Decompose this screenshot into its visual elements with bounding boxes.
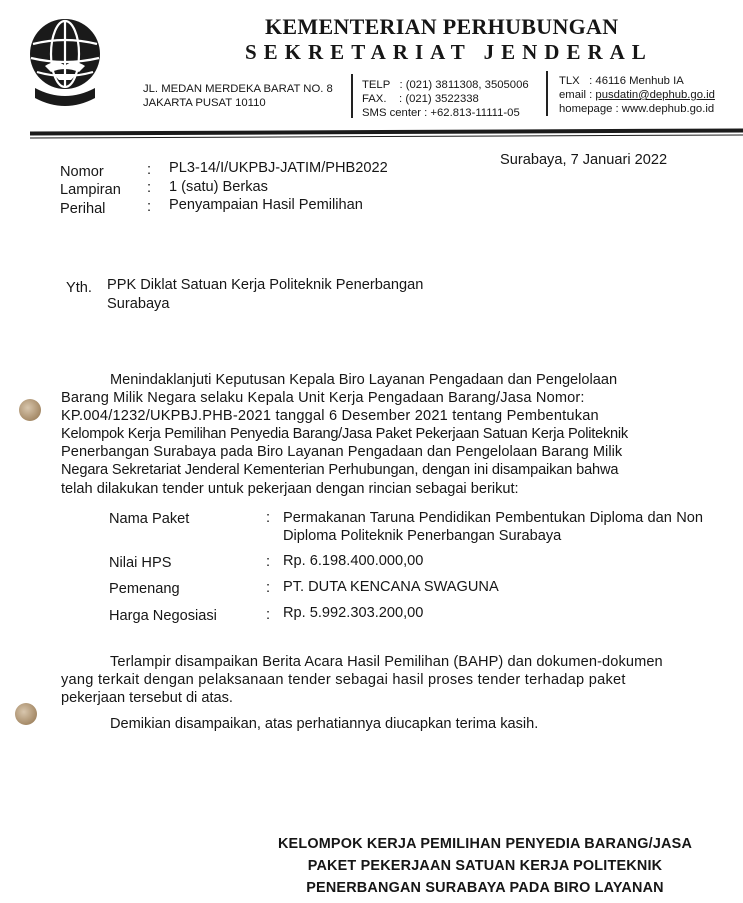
- detail-value-nama-paket: Permakanan Taruna Pendidikan Pembentukan Diploma dan Non Diploma Politeknik Penerbangan Surabaya: [283, 510, 703, 544]
- detail-value-harga-negosiasi: Rp. 5.992.303.200,00: [283, 605, 424, 621]
- sms-line: SMS center : +62.813-11111-05: [362, 107, 520, 119]
- paragraph-line: KP.004/1232/UKPBJ.PHB-2021 tanggal 6 Desember 2021 tentang Pembentukan: [61, 408, 599, 424]
- detail-label-nama-paket: Nama Paket: [109, 511, 190, 527]
- punch-hole: [19, 399, 41, 421]
- punch-hole: [15, 703, 37, 725]
- detail-colon: :: [266, 607, 271, 623]
- paragraph-line: yang terkait dengan pelaksanaan tender sebagai hasil proses tender terhadap paket: [61, 672, 626, 688]
- homepage-line: homepage : www.dephub.go.id: [559, 103, 715, 115]
- contact-block: [559, 74, 715, 116]
- signature-line: PENERBANGAN SURABAYA PADA BIRO LAYANAN: [306, 880, 664, 896]
- email-link[interactable]: pusdatin@dephub.go.id: [595, 89, 715, 101]
- detail-label-nilai-hps: Nilai HPS: [109, 555, 172, 571]
- detail-colon: :: [266, 554, 271, 570]
- lampiran-value: 1 (satu) Berkas: [169, 179, 268, 195]
- address-line: JAKARTA PUSAT 10110: [143, 97, 266, 109]
- lampiran-label: Lampiran: [60, 182, 121, 198]
- paragraph-line: Terlampir disampaikan Berita Acara Hasil Pemilihan (BAHP) dan dokumen-dokumen: [110, 654, 663, 670]
- address-block: [143, 82, 333, 110]
- detail-value-nilai-hps: Rp. 6.198.400.000,00: [283, 553, 424, 569]
- paragraph-line: Negara Sekretariat Jenderal Kementerian Perhubungan, dengan ini disampaikan bahwa: [61, 462, 619, 478]
- lampiran-colon: :: [147, 180, 152, 196]
- detail-value-pemenang: PT. DUTA KENCANA SWAGUNA: [283, 579, 499, 595]
- phone-block: [362, 78, 529, 120]
- telp-line: TELP : (021) 3811308, 3505006: [362, 79, 529, 91]
- detail-colon: :: [266, 580, 271, 596]
- recipient-line: PPK Diklat Satuan Kerja Politeknik Penerbangan: [107, 277, 424, 293]
- letterhead-rule: [30, 134, 743, 138]
- paragraph-line: Penerbangan Surabaya pada Biro Layanan Pengadaan dan Pengelolaan Barang Milik: [61, 444, 623, 460]
- paragraph-line: pekerjaan tersebut di atas.: [61, 690, 233, 706]
- detail-label-harga-negosiasi: Harga Negosiasi: [109, 608, 217, 624]
- letter-date: Surabaya, 7 Januari 2022: [500, 152, 668, 168]
- paragraph-line: telah dilakukan tender untuk pekerjaan dengan rincian sebagai berikut:: [61, 481, 519, 497]
- perihal-colon: :: [147, 199, 152, 215]
- email-line: [559, 88, 715, 102]
- closing-line: Demikian disampaikan, atas perhatiannya diucapkan terima kasih.: [110, 716, 539, 732]
- division-name: SEKRETARIAT JENDERAL: [245, 40, 653, 64]
- detail-label-pemenang: Pemenang: [109, 581, 180, 597]
- detail-colon: :: [266, 510, 271, 526]
- signature-line: KELOMPOK KERJA PEMILIHAN PENYEDIA BARANG/JASA: [277, 836, 693, 852]
- nomor-label: Nomor: [60, 164, 104, 180]
- perihal-label: Perihal: [60, 201, 106, 217]
- nomor-value: PL3-14/I/UKPBJ-JATIM/PHB2022: [169, 160, 388, 176]
- header-divider: [351, 74, 353, 118]
- paragraph-line: Kelompok Kerja Pemilihan Penyedia Barang/Jasa Paket Pekerjaan Satuan Kerja Politeknik: [61, 426, 628, 442]
- email-label: email :: [559, 89, 596, 101]
- recipient-line: Surabaya: [107, 296, 170, 312]
- recipient-prefix: Yth.: [66, 280, 92, 296]
- globe-wings-emblem-icon: [27, 14, 103, 120]
- fax-line: FAX. : (021) 3522338: [362, 93, 479, 105]
- signature-line: PAKET PEKERJAAN SATUAN KERJA POLITEKNIK: [307, 858, 663, 874]
- tlx-line: TLX : 46116 Menhub IA: [559, 75, 684, 87]
- header-divider: [546, 71, 548, 116]
- address-line: JL. MEDAN MERDEKA BARAT NO. 8: [143, 83, 333, 95]
- nomor-colon: :: [147, 162, 152, 178]
- ministry-logo: [27, 14, 103, 120]
- ministry-name: KEMENTERIAN PERHUBUNGAN: [265, 14, 619, 39]
- paragraph-line: Menindaklanjuti Keputusan Kepala Biro Layanan Pengadaan dan Pengelolaan: [110, 372, 618, 388]
- paragraph-line: Barang Milik Negara selaku Kepala Unit Kerja Pengadaan Barang/Jasa Nomor:: [61, 390, 585, 406]
- perihal-value: Penyampaian Hasil Pemilihan: [169, 197, 363, 213]
